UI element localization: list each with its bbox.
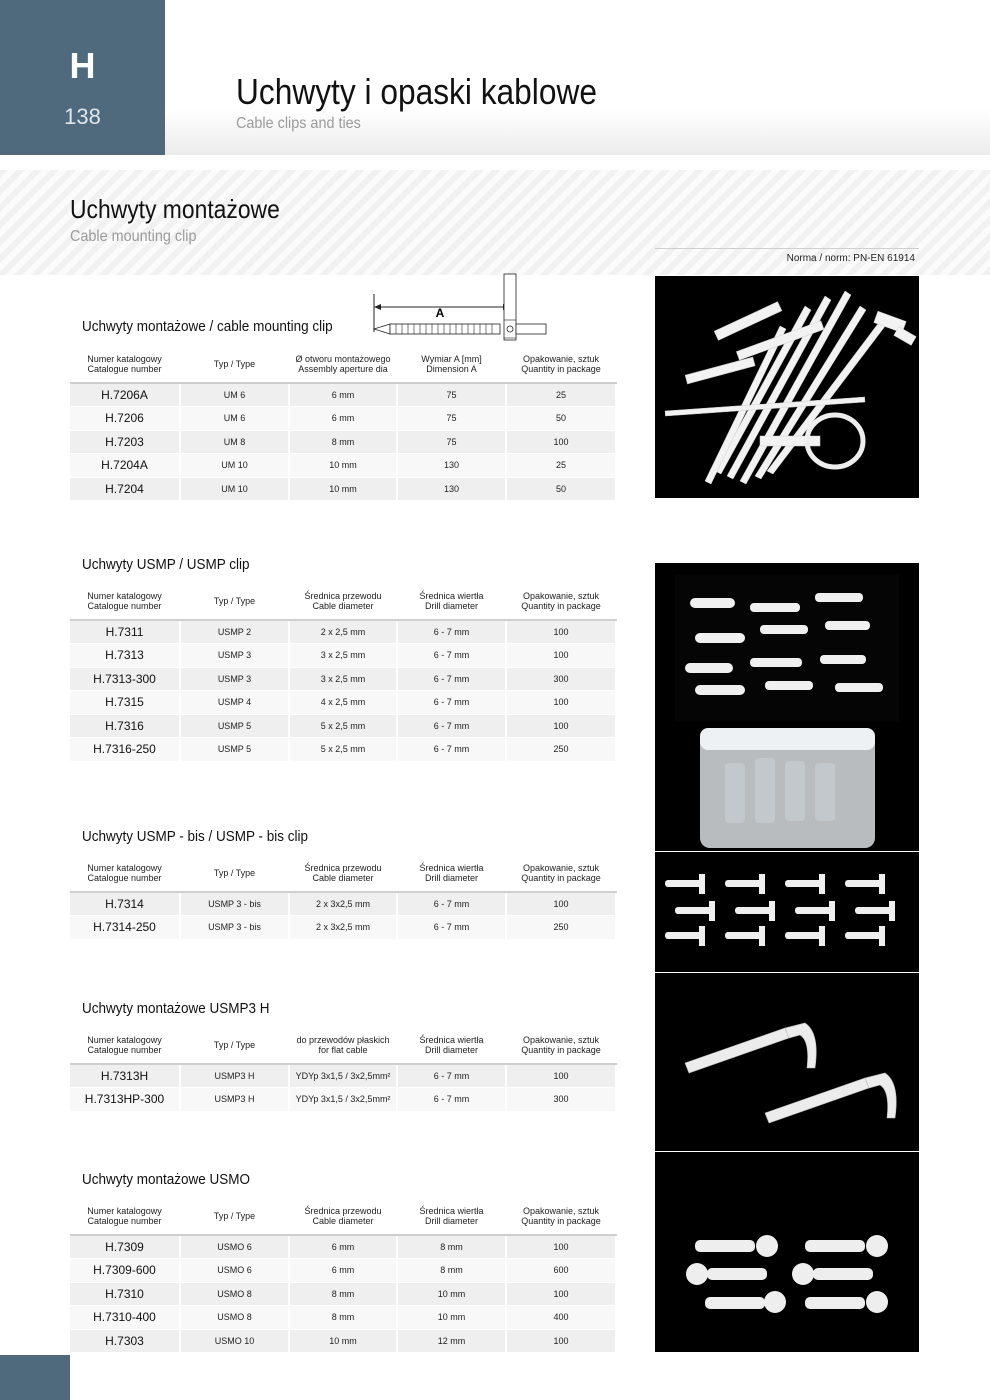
header-label: Drill diameter [424, 1215, 478, 1226]
table-cell: 75 [397, 407, 506, 431]
table-2-title: Uchwyty USMP / USMP clip [82, 556, 250, 573]
table-cell: H.7310-400 [70, 1306, 180, 1330]
table-cell: 5 x 2,5 mm [289, 738, 397, 762]
header-label: Drill diameter [424, 600, 478, 611]
header-label: Wymiar A [mm] [421, 353, 482, 364]
table-cell: 10 mm [289, 477, 397, 501]
col-header [180, 1026, 289, 1064]
table-cell: 400 [506, 1306, 616, 1330]
spec-table-usmo [70, 1197, 617, 1353]
table-cell: 6 - 7 mm [397, 691, 506, 715]
header-label: Średnica przewodu [304, 1205, 382, 1216]
table-cell: H.7204 [70, 477, 180, 501]
section-subtitle: Cable mounting clip [70, 228, 197, 245]
table-cell: 6 - 7 mm [397, 1064, 506, 1088]
photo-cable-ties [655, 276, 919, 498]
table-cell: H.7316 [70, 714, 180, 738]
table-cell: 6 mm [289, 1259, 397, 1283]
header-label: Quantity in package [521, 1044, 601, 1055]
table-cell: 8 mm [289, 1306, 397, 1330]
table-row [70, 407, 616, 431]
header-label: Opakowanie, sztuk [522, 590, 600, 601]
header-label: Średnica wiertła [419, 1205, 484, 1216]
table-cell: USMO 8 [180, 1282, 289, 1306]
header-label: Średnica wiertła [419, 862, 484, 873]
table-row [70, 454, 616, 478]
table-row [70, 383, 616, 407]
header-label: Typ / Type [213, 595, 256, 606]
table-cell: H.7309 [70, 1235, 180, 1259]
table-cell: 8 mm [289, 430, 397, 454]
table-row [70, 620, 616, 644]
table-cell: 75 [397, 430, 506, 454]
table-cell: 6 mm [289, 1235, 397, 1259]
header-label: Quantity in package [521, 1215, 601, 1226]
page-subtitle: Cable clips and ties [236, 115, 361, 132]
table-cell: USMO 6 [180, 1235, 289, 1259]
table-cell: USMP 3 - bis [180, 892, 289, 916]
norm-label: Norma / norm: PN-EN 61914 [786, 253, 915, 264]
col-header [180, 1197, 289, 1235]
table-cell: H.7310 [70, 1282, 180, 1306]
table-cell: UM 10 [180, 477, 289, 501]
table-cell: UM 10 [180, 454, 289, 478]
table-cell: H.7313-300 [70, 667, 180, 691]
spec-table-usmp-bis [70, 854, 617, 940]
header-label: Dimension A [426, 363, 477, 374]
photo-usmp-clips [655, 563, 919, 851]
table-cell: H.7303 [70, 1329, 180, 1353]
table-row [70, 714, 616, 738]
col-header [70, 345, 180, 383]
corner-tab [0, 1355, 70, 1400]
table-cell: H.7206A [70, 383, 180, 407]
header-label: Drill diameter [424, 872, 478, 883]
header-label: Quantity in package [521, 600, 601, 611]
table-cell: 100 [506, 620, 616, 644]
header-label: Opakowanie, sztuk [522, 353, 600, 364]
table-cell: 100 [506, 1064, 616, 1088]
col-header [397, 1026, 506, 1064]
table-cell: 4 x 2,5 mm [289, 691, 397, 715]
col-header [70, 582, 180, 620]
spec-table-mounting-clip [70, 345, 617, 501]
table-cell: 6 - 7 mm [397, 738, 506, 762]
table-cell: USMP3 H [180, 1088, 289, 1112]
table-cell: 3 x 2,5 mm [289, 644, 397, 668]
photo-usmp3h-clips [655, 973, 919, 1151]
table-cell: 130 [397, 454, 506, 478]
table-row [70, 430, 616, 454]
table-cell: 130 [397, 477, 506, 501]
table-cell: USMP 2 [180, 620, 289, 644]
table-cell: 10 mm [289, 454, 397, 478]
col-header [289, 1026, 397, 1064]
table-cell: 25 [506, 454, 616, 478]
table-cell: H.7309-600 [70, 1259, 180, 1283]
table-cell: 100 [506, 1329, 616, 1353]
table-cell: 600 [506, 1259, 616, 1283]
table-row [70, 1282, 616, 1306]
header-label: Cable diameter [312, 1215, 374, 1226]
col-header [506, 582, 616, 620]
col-header [397, 1197, 506, 1235]
col-header [289, 854, 397, 892]
table-cell: 6 mm [289, 407, 397, 431]
table-cell: 6 - 7 mm [397, 1088, 506, 1112]
header-label: Typ / Type [213, 867, 256, 878]
table-cell: UM 6 [180, 383, 289, 407]
table-cell: 3 x 2,5 mm [289, 667, 397, 691]
chapter-letter: H [69, 45, 96, 86]
table-cell: USMO 6 [180, 1259, 289, 1283]
header-label: Typ / Type [213, 1039, 256, 1050]
table-cell: H.7314-250 [70, 916, 180, 940]
header-label: Typ / Type [213, 358, 256, 369]
table-row [70, 1235, 616, 1259]
header-label: for flat cable [318, 1044, 368, 1055]
table-row [70, 1259, 616, 1283]
table-cell: 250 [506, 916, 616, 940]
table-cell: H.7203 [70, 430, 180, 454]
photo-usmo-clips [655, 1152, 919, 1352]
header-label: Quantity in package [521, 363, 601, 374]
table-cell: USMO 8 [180, 1306, 289, 1330]
table-cell: 100 [506, 714, 616, 738]
header-label: Drill diameter [424, 1044, 478, 1055]
table-1-title: Uchwyty montażowe / cable mounting clip [82, 318, 333, 335]
table-cell: USMP 3 - bis [180, 916, 289, 940]
header-label: Numer katalogowy [87, 590, 162, 601]
col-header [180, 582, 289, 620]
table-cell: 8 mm [397, 1235, 506, 1259]
table-cell: 300 [506, 667, 616, 691]
header-label: Quantity in package [521, 872, 601, 883]
header-label: Numer katalogowy [87, 1034, 162, 1045]
table-cell: 100 [506, 430, 616, 454]
table-cell: 6 - 7 mm [397, 916, 506, 940]
header-label: Średnica przewodu [304, 862, 382, 873]
page-title: Uchwyty i opaski kablowe [236, 71, 597, 112]
table-cell: USMP 3 [180, 644, 289, 668]
table-cell: 2 x 2,5 mm [289, 620, 397, 644]
col-header [180, 345, 289, 383]
table-cell: 50 [506, 477, 616, 501]
table-row [70, 1064, 616, 1088]
table-cell: H.7204A [70, 454, 180, 478]
table-cell: H.7313 [70, 644, 180, 668]
table-cell: 6 - 7 mm [397, 714, 506, 738]
table-cell: USMP 4 [180, 691, 289, 715]
header-label: Numer katalogowy [87, 1205, 162, 1216]
table-cell: 75 [397, 383, 506, 407]
col-header [180, 854, 289, 892]
table-cell: 6 - 7 mm [397, 644, 506, 668]
table-cell: H.7314 [70, 892, 180, 916]
header-label: Numer katalogowy [87, 862, 162, 873]
table-cell: H.7206 [70, 407, 180, 431]
table-cell: 10 mm [397, 1306, 506, 1330]
table-5-title: Uchwyty montażowe USMO [82, 1171, 251, 1188]
header-label: Catalogue number [87, 1215, 162, 1226]
table-cell: 5 x 2,5 mm [289, 714, 397, 738]
spec-table-usmp [70, 582, 617, 762]
table-cell: 300 [506, 1088, 616, 1112]
table-row [70, 691, 616, 715]
col-header [506, 854, 616, 892]
header-label: Opakowanie, sztuk [522, 862, 600, 873]
table-cell: 25 [506, 383, 616, 407]
table-cell: 2 x 3x2,5 mm [289, 916, 397, 940]
table-cell: 100 [506, 1282, 616, 1306]
header-label: Cable diameter [312, 600, 374, 611]
table-cell: USMP3 H [180, 1064, 289, 1088]
header-label: Assembly aperture dia [298, 363, 388, 374]
header-label: Numer katalogowy [87, 353, 162, 364]
table-cell: H.7313H [70, 1064, 180, 1088]
table-cell: YDYp 3x1,5 / 3x2,5mm² [289, 1088, 397, 1112]
table-cell: USMO 10 [180, 1329, 289, 1353]
table-cell: 6 - 7 mm [397, 620, 506, 644]
col-header [70, 1197, 180, 1235]
col-header [506, 345, 616, 383]
table-cell: H.7311 [70, 620, 180, 644]
table-cell: USMP 3 [180, 667, 289, 691]
table-cell: 10 mm [397, 1282, 506, 1306]
col-header [289, 345, 397, 383]
table-cell: H.7316-250 [70, 738, 180, 762]
table-row [70, 1306, 616, 1330]
page-number: 138 [64, 104, 101, 129]
header-label: Średnica przewodu [304, 590, 382, 601]
col-header [506, 1026, 616, 1064]
spec-table-usmp3h [70, 1026, 617, 1112]
header-label: do przewodów płaskich [296, 1034, 390, 1045]
table-cell: 2 x 3x2,5 mm [289, 892, 397, 916]
header-label: Ø otworu montażowego [295, 353, 391, 364]
table-row [70, 667, 616, 691]
dimension-diagram [370, 272, 550, 342]
photo-usmp-bis-clips [655, 852, 919, 972]
table-cell: H.7315 [70, 691, 180, 715]
col-header [506, 1197, 616, 1235]
col-header [70, 854, 180, 892]
table-cell: 100 [506, 1235, 616, 1259]
col-header [289, 1197, 397, 1235]
header-label: Catalogue number [87, 363, 162, 374]
chapter-tab [0, 0, 165, 155]
table-cell: 10 mm [289, 1329, 397, 1353]
col-header [397, 345, 506, 383]
table-cell: 12 mm [397, 1329, 506, 1353]
table-row [70, 892, 616, 916]
col-header [397, 582, 506, 620]
header-label: Typ / Type [213, 1210, 256, 1221]
table-3-title: Uchwyty USMP - bis / USMP - bis clip [82, 828, 309, 845]
col-header [70, 1026, 180, 1064]
table-cell: 250 [506, 738, 616, 762]
table-cell: 6 mm [289, 383, 397, 407]
table-cell: 100 [506, 691, 616, 715]
header-label: Opakowanie, sztuk [522, 1205, 600, 1216]
table-cell: 100 [506, 892, 616, 916]
table-row [70, 477, 616, 501]
table-cell: USMP 5 [180, 738, 289, 762]
table-cell: H.7313HP-300 [70, 1088, 180, 1112]
table-cell: YDYp 3x1,5 / 3x2,5mm² [289, 1064, 397, 1088]
table-cell: UM 8 [180, 430, 289, 454]
table-cell: 6 - 7 mm [397, 667, 506, 691]
section-title: Uchwyty montażowe [70, 194, 280, 224]
table-row [70, 1088, 616, 1112]
header-label: Średnica wiertła [419, 590, 484, 601]
table-cell: 8 mm [289, 1282, 397, 1306]
table-cell: UM 6 [180, 407, 289, 431]
table-cell: 8 mm [397, 1259, 506, 1283]
header-label: Catalogue number [87, 872, 162, 883]
header-label: Catalogue number [87, 600, 162, 611]
table-row [70, 916, 616, 940]
table-4-title: Uchwyty montażowe USMP3 H [82, 1000, 270, 1017]
table-cell: 100 [506, 644, 616, 668]
table-row [70, 738, 616, 762]
header-label: Opakowanie, sztuk [522, 1034, 600, 1045]
col-header [397, 854, 506, 892]
col-header [289, 582, 397, 620]
header-label: Catalogue number [87, 1044, 162, 1055]
table-row [70, 644, 616, 668]
table-cell: USMP 5 [180, 714, 289, 738]
dimension-label: A [435, 306, 445, 320]
table-cell: 50 [506, 407, 616, 431]
norm-divider [655, 248, 919, 249]
table-cell: 6 - 7 mm [397, 892, 506, 916]
header-label: Cable diameter [312, 872, 374, 883]
table-row [70, 1329, 616, 1353]
header-label: Średnica wiertła [419, 1034, 484, 1045]
